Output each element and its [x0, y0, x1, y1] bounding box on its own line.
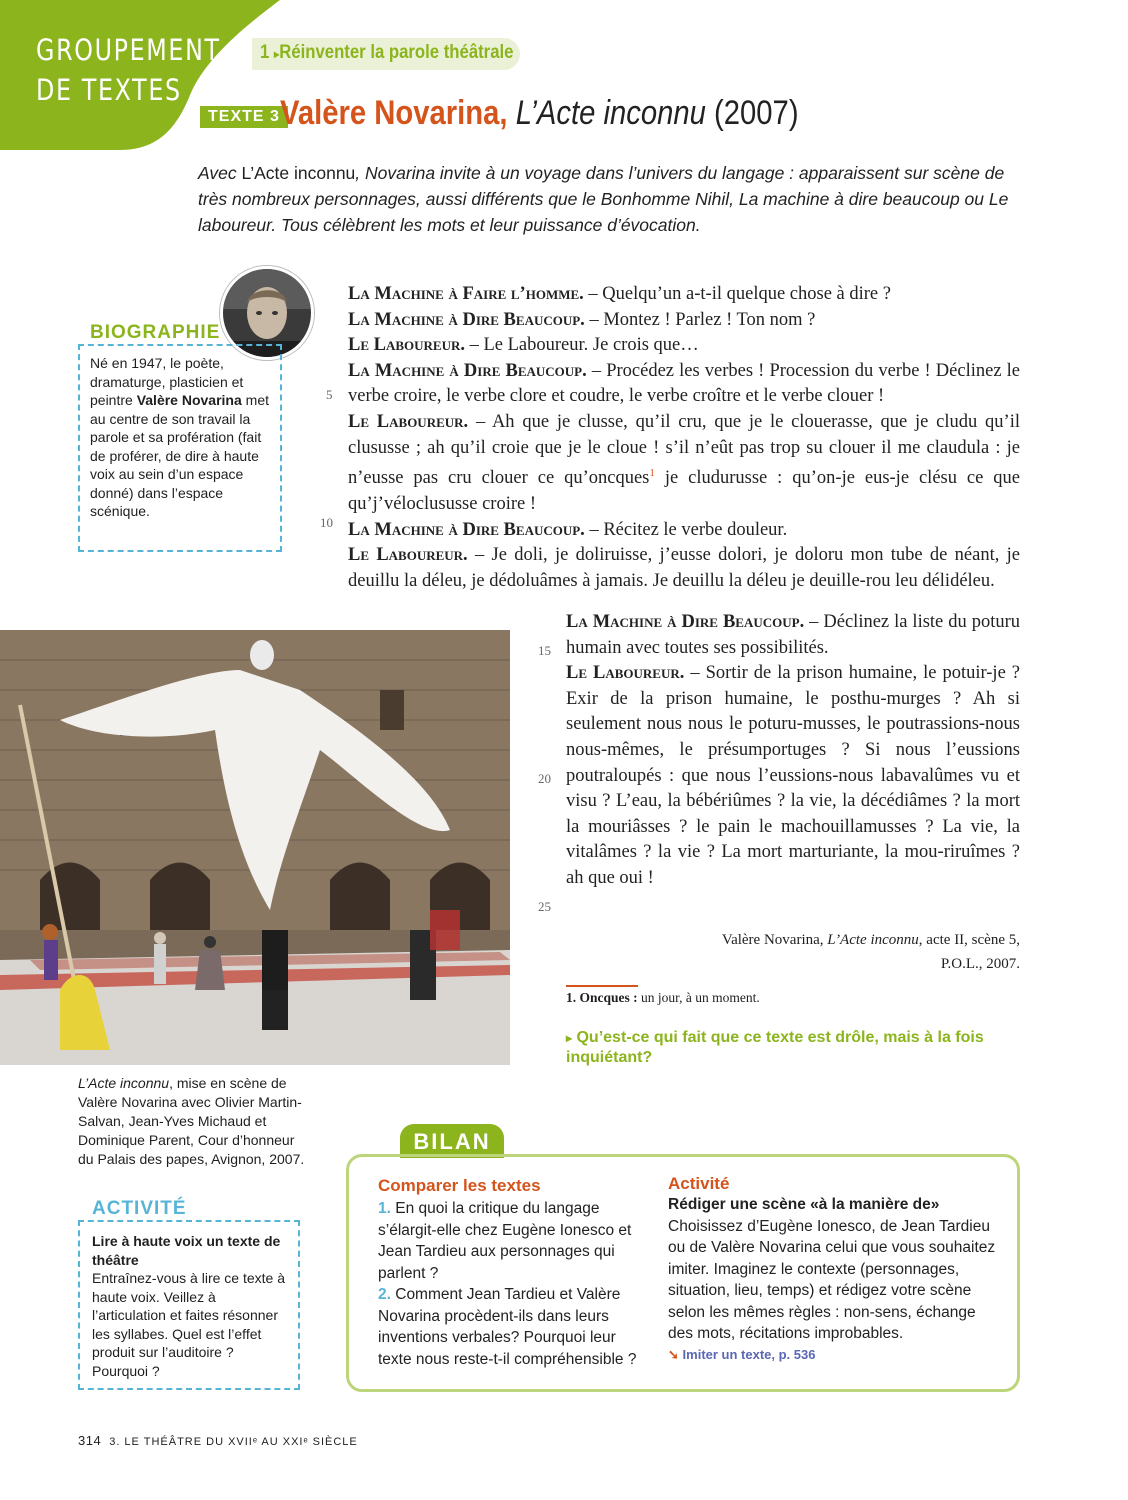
texte-badge: TEXTE 3: [200, 106, 288, 128]
imiter-link[interactable]: ➘ Imiter un texte, p. 536: [668, 1346, 816, 1362]
replica: La Machine à Dire Beaucoup. – Déclinez la liste du poturu humain avec toutes ses possibilités.: [566, 612, 1021, 658]
line-number: 15: [538, 643, 551, 658]
activity-title: ACTIVITÉ: [92, 1198, 187, 1219]
page-footer: [78, 1433, 358, 1448]
replica: La Machine à Dire Beaucoup. – Montez ! Parlez ! Ton nom ?: [348, 309, 816, 330]
replica: La Machine à Dire Beaucoup. – Procédez les verbes ! Procession du verbe ! Déclinez le verbe croire, le verbe clore et coudre, le verbe croître et le verbe clouer !: [348, 360, 1020, 407]
bilan-activity-column: [668, 1174, 1004, 1363]
footer-section: 3. LE THÉÂTRE DU XVIIᵉ AU XXIᵉ SIÈCLE: [109, 1436, 358, 1448]
title-author: Valère Novarina,: [280, 94, 508, 132]
section-label: GROUPEMENT DE TEXTES: [36, 33, 221, 107]
arrow-icon: ➘: [668, 1346, 679, 1362]
biography-box: Né en 1947, le poète, dramaturge, plasticien et peintre Valère Novarina met au centre de son travail la parole et sa profération (fait de proférer, de dire à haute voix au sein d’un espace donné) dans l’espace scénique.: [78, 344, 282, 552]
line-number: 25: [538, 899, 551, 914]
compare-question-1: 1. En quoi la critique du langage s’élargit-elle chez Eugène Ionesco et Jean Tardieu aux personnages qui parlent ?: [378, 1200, 632, 1282]
line-number: 20: [538, 771, 551, 786]
line-number: 10: [320, 515, 333, 530]
activity-heading: Lire à haute voix un texte de théâtre: [92, 1233, 281, 1268]
chapter-title: 1 ▸Réinventer la parole théâtrale: [260, 42, 514, 63]
bilan-compare-column: [378, 1176, 648, 1370]
activity-box: [78, 1220, 300, 1390]
replica: Le Laboureur. – Je doli, je doliruisse, j’eusse dolori, je doloru mon tube de néant, je deuillu la déleu, je dédoluâmes à jamais. Je deuillu la déleu je deuille-rou leu délidéleu.: [348, 545, 1021, 591]
activity-text: Entraînez-vous à lire ce texte à haute voix. Veillez à l’articulation et faites résonner les syllabes. Quel est l’effet produit sur l’auditoire ? Pourquoi ?: [92, 1270, 285, 1379]
biography-title: BIOGRAPHIE: [90, 322, 221, 343]
source-citation: Valère Novarina, L’Acte inconnu, acte II, scène 5, P.O.L., 2007.: [721, 932, 1020, 972]
replica: Le Laboureur. – Sortir de la prison humaine, le potuir-je ? Exir de la prison humaine, le posthu-murges ? Ah si seulement nous nous le poturu-musses, le poutrassions-nous nous-mêmes, le présumportuges ? Si nous l’eussions poutraloupés : que nous l’eussions-nous labavalûmes vu et visu ? L’eau, la bébériûmes ? la vie, la décédiâmes ? la mort la mouriâsses ? le pain le machouillamusses ? La vie, la vitalâmes ? la vie ? La mort marturiante, la mou-riruîmes ? ah que oui !: [566, 663, 1020, 888]
bilan-activity-heading: Rédiger une scène «à la manière de»: [668, 1196, 940, 1213]
replica: Le Laboureur. – Le Laboureur. Je crois que…: [348, 335, 699, 356]
play-excerpt-upper: [348, 282, 1020, 594]
footnote-rule: [566, 985, 638, 987]
line-number: 5: [326, 387, 333, 402]
footnote-marker: 1: [649, 467, 655, 480]
title-work: L’Acte inconnu: [515, 94, 706, 132]
compare-question-2: 2. Comment Jean Tardieu et Valère Novarina procèdent-ils dans leurs inventions verbales? Pourquoi leur texte nous reste-t-il compréhensible ?: [378, 1286, 637, 1368]
footnote: 1. Oncques : un jour, à un moment.: [566, 990, 760, 1005]
page-number: 314: [78, 1433, 102, 1448]
compare-title: Comparer les textes: [378, 1176, 541, 1195]
replica: La Machine à Dire Beaucoup. – Récitez le verbe douleur.: [348, 519, 788, 540]
replica: La Machine à Faire l’homme. – Quelqu’un a-t-il quelque chose à dire ?: [348, 284, 891, 304]
bilan-activity-text: Choisissez d’Eugène Ionesco, de Jean Tardieu ou de Valère Novarina celui que vous souhaitez imiter. Imaginez le contexte (personnages, situation, lieu, temps) et rédigez votre scène selon les mêmes règles : non-sens, échange des mots, récitations improbables.: [668, 1217, 996, 1342]
bilan-tab: BILAN: [400, 1124, 504, 1158]
stage-photo: [0, 630, 510, 1065]
analysis-question: ▸ Qu’est-ce qui fait que ce texte est drôle, mais à la fois inquiétant?: [566, 1029, 984, 1066]
bilan-activity-title: Activité: [668, 1174, 730, 1193]
intro-paragraph: Avec L’Acte inconnu, Novarina invite à un voyage dans l’univers du langage : apparaissent sur scène de très nombreux personnages, aussi différents que le Bonhomme Nihil, La machine à dire beaucoup ou Le laboureur. Tous célèbrent les mots et leur puissance d’évocation.: [198, 163, 1009, 235]
page-title: [280, 94, 799, 133]
photo-caption: L’Acte inconnu, mise en scène de Valère Novarina avec Olivier Martin-Salvan, Jean-Yves Michaud et Dominique Parent, Cour d’honneur du Palais des papes, Avignon, 2007.: [78, 1075, 305, 1167]
play-excerpt-lower: [566, 610, 1020, 892]
replica: Le Laboureur. – Ah que je clusse, qu’il cru, que je le clouerasse, que je cludu qu’il clususse ; ah qu’il croie que je le cloue ! s’il n’eût pas trop su clouer il me claudula : je n’eusse pas cru clouer ce qu’oncques$^1$ je cludurusse : qu’on-je eus-je clésu ce que qu’j’véloclususse croire !: [348, 411, 1020, 514]
title-year: (2007): [714, 94, 799, 132]
